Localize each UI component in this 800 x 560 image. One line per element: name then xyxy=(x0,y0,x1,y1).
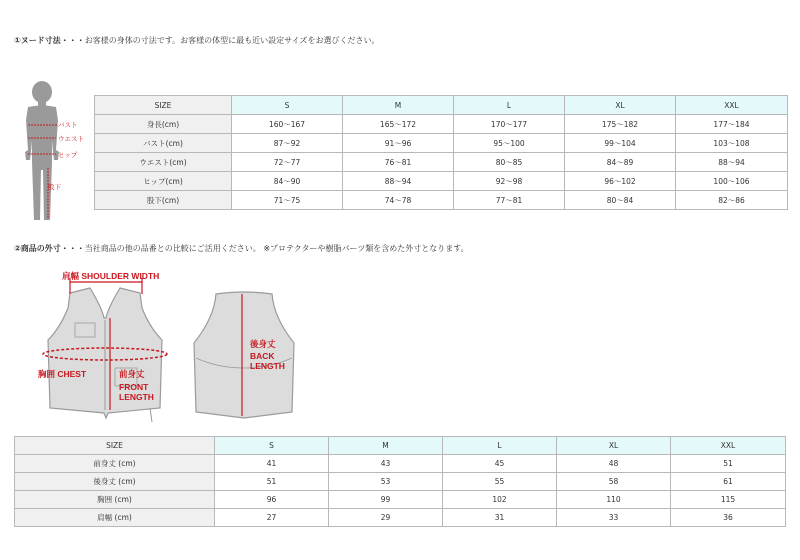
size-col-xxl: XXL xyxy=(676,96,788,115)
table-cell: 48 xyxy=(557,455,671,473)
table-row xyxy=(15,473,786,491)
table-row xyxy=(95,191,788,210)
table-cell: 177〜184 xyxy=(676,115,788,134)
size-header: SIZE xyxy=(95,96,232,115)
table-cell: 61 xyxy=(671,473,786,491)
table-cell: 82〜86 xyxy=(676,191,788,210)
back-length-label-en1: BACK xyxy=(250,351,275,361)
front-length-label-en2: LENGTH xyxy=(119,392,154,402)
row-label: ウエスト(cm) xyxy=(95,153,232,172)
table-cell: 88〜94 xyxy=(343,172,454,191)
row-label: 後身丈 (cm) xyxy=(15,473,215,491)
table-cell: 45 xyxy=(443,455,557,473)
chest-label: 胸囲 CHEST xyxy=(38,369,87,379)
table-cell: 33 xyxy=(557,509,671,527)
table-cell: 84〜89 xyxy=(565,153,676,172)
table-row xyxy=(15,455,786,473)
size-col-xl: XL xyxy=(557,437,671,455)
table-cell: 92〜98 xyxy=(454,172,565,191)
table-row xyxy=(95,134,788,153)
section1-heading xyxy=(14,35,380,46)
table-cell: 29 xyxy=(329,509,443,527)
table-cell: 43 xyxy=(329,455,443,473)
table-row xyxy=(95,172,788,191)
shoulder-width-label: 肩幅 SHOULDER WIDTH xyxy=(62,271,160,281)
table-cell: 53 xyxy=(329,473,443,491)
table-cell: 96〜102 xyxy=(565,172,676,191)
row-label: バスト(cm) xyxy=(95,134,232,153)
garment-size-table xyxy=(14,436,786,527)
table-cell: 160〜167 xyxy=(232,115,343,134)
size-col-m: M xyxy=(343,96,454,115)
bust-label: バスト xyxy=(58,121,78,129)
table-cell: 99 xyxy=(329,491,443,509)
table-cell: 27 xyxy=(215,509,329,527)
nude-size-table xyxy=(94,95,788,210)
size-col-xl: XL xyxy=(565,96,676,115)
row-label: 肩幅 (cm) xyxy=(15,509,215,527)
row-label: 前身丈 (cm) xyxy=(15,455,215,473)
row-label: 身長(cm) xyxy=(95,115,232,134)
hip-label: ヒップ xyxy=(58,151,78,159)
table-cell: 84〜90 xyxy=(232,172,343,191)
section2-heading xyxy=(14,243,469,254)
size-header: SIZE xyxy=(15,437,215,455)
table-cell: 175〜182 xyxy=(565,115,676,134)
back-length-label-jp: 後身丈 xyxy=(250,339,276,349)
table-cell: 115 xyxy=(671,491,786,509)
vest-back-icon xyxy=(188,288,308,428)
row-label: 胸囲 (cm) xyxy=(15,491,215,509)
table-cell: 58 xyxy=(557,473,671,491)
table-cell: 100〜106 xyxy=(676,172,788,191)
size-col-l: L xyxy=(454,96,565,115)
table-cell: 71〜75 xyxy=(232,191,343,210)
table-cell: 88〜94 xyxy=(676,153,788,172)
table-cell: 76〜81 xyxy=(343,153,454,172)
row-label: ヒップ(cm) xyxy=(95,172,232,191)
table-cell: 99〜104 xyxy=(565,134,676,153)
body-silhouette-icon xyxy=(18,80,88,225)
size-col-xxl: XXL xyxy=(671,437,786,455)
size-col-s: S xyxy=(232,96,343,115)
back-length-label-en2: LENGTH xyxy=(250,361,285,371)
table-cell: 41 xyxy=(215,455,329,473)
size-col-m: M xyxy=(329,437,443,455)
vest-front-icon xyxy=(30,268,190,428)
table-row xyxy=(15,491,786,509)
vest-back-illustration xyxy=(188,288,308,428)
table-cell: 55 xyxy=(443,473,557,491)
table-cell: 72〜77 xyxy=(232,153,343,172)
table-cell: 87〜92 xyxy=(232,134,343,153)
table-cell: 77〜81 xyxy=(454,191,565,210)
table-cell: 91〜96 xyxy=(343,134,454,153)
front-length-label-en1: FRONT xyxy=(119,382,149,392)
table-header-row xyxy=(15,437,786,455)
table-cell: 165〜172 xyxy=(343,115,454,134)
size-col-l: L xyxy=(443,437,557,455)
vest-front-illustration xyxy=(30,268,190,428)
body-size-illustration xyxy=(18,80,88,225)
table-cell: 36 xyxy=(671,509,786,527)
table-cell: 74〜78 xyxy=(343,191,454,210)
table-cell: 110 xyxy=(557,491,671,509)
front-length-label-jp: 前身丈 xyxy=(119,369,145,379)
table-cell: 51 xyxy=(671,455,786,473)
table-row xyxy=(15,509,786,527)
section2-title: ②商品の外寸・・・ xyxy=(14,244,85,253)
table-cell: 80〜85 xyxy=(454,153,565,172)
section1-desc: お客様の身体の寸法です。お客様の体型に最も近い設定サイズをお選びください。 xyxy=(84,36,380,45)
table-cell: 31 xyxy=(443,509,557,527)
table-cell: 80〜84 xyxy=(565,191,676,210)
row-label: 股下(cm) xyxy=(95,191,232,210)
table-row xyxy=(95,153,788,172)
waist-label: ウエスト xyxy=(58,135,84,143)
table-cell: 95〜100 xyxy=(454,134,565,153)
table-cell: 170〜177 xyxy=(454,115,565,134)
inseam-label: 股下 xyxy=(48,183,61,191)
size-col-s: S xyxy=(215,437,329,455)
section2-desc: 当社商品の他の品番との比較にご活用ください。 ※プロテクターや樹脂パーツ類を含めた外寸となります。 xyxy=(84,244,469,253)
table-cell: 102 xyxy=(443,491,557,509)
table-header-row xyxy=(95,96,788,115)
table-cell: 51 xyxy=(215,473,329,491)
table-row xyxy=(95,115,788,134)
table-cell: 103〜108 xyxy=(676,134,788,153)
section1-title: ①ヌード寸法・・・ xyxy=(14,36,85,45)
table-cell: 96 xyxy=(215,491,329,509)
